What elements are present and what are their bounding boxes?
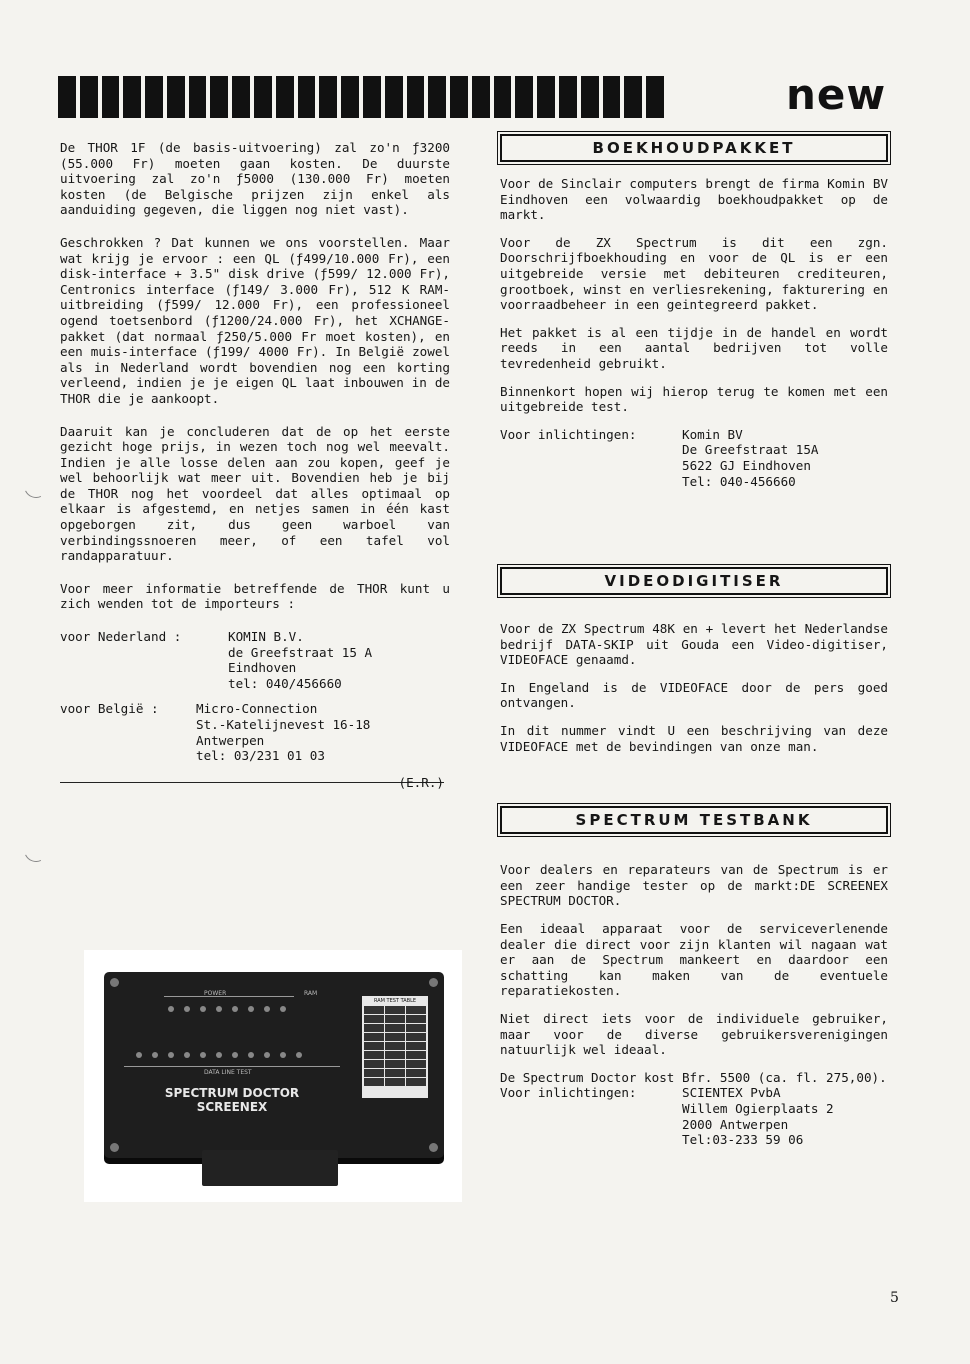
punch-hole-mark [21, 471, 52, 502]
contact-address: SCIENTEX PvbA Willem Ogierplaats 2 2000 Antwerpen Tel:03-233 59 06 [682, 1085, 834, 1148]
device-connector [202, 1150, 338, 1186]
left-column [60, 140, 450, 790]
contact-block [500, 1085, 888, 1147]
section-title: VIDEODIGITISER [500, 567, 888, 595]
article-paragraph: De Spectrum Doctor kost Bfr. 5500 (ca. fl. 275,00). [500, 1069, 887, 1085]
importer-belgium [60, 701, 450, 763]
importer-netherlands [60, 629, 450, 691]
section-logo: new [786, 70, 887, 119]
header-stripe-bar [58, 76, 664, 118]
contact-address: Komin BV De Greefstraat 15A 5622 GJ Eindhoven Tel: 040-456660 [682, 426, 819, 489]
article-paragraph: Voor dealers en reparateurs van de Spectrum is er een zeer handige tester op de markt:DE SCREENEX SPECTRUM DOCTOR. [500, 862, 888, 909]
section-title: BOEKHOUDPAKKET [500, 134, 888, 162]
ram-label: RAM [304, 990, 318, 997]
device-brand-line2: SCREENEX [196, 1100, 268, 1114]
contact-label: Voor inlichtingen: [500, 426, 637, 442]
page-number: 5 [890, 1290, 899, 1306]
section-spectrum-testbank [500, 806, 888, 1148]
contact-block [500, 427, 888, 489]
importer-label: voor België : [60, 701, 159, 717]
ram-table-title: RAM TEST TABLE [373, 998, 417, 1004]
section-videodigitiser [500, 567, 888, 754]
product-photo [84, 950, 462, 1202]
article-paragraph: In dit nummer vindt U een beschrijving van deze VIDEOFACE met de bevindingen van onze man. [500, 723, 888, 754]
author-initials: (E.R.) [398, 774, 444, 790]
article-paragraph: Een ideaal apparaat voor de serviceverlenende dealer die direct voor zijn klanten wil nagaan wat er aan de Spectrum mankeert en daardoor een schatting kan maken van de eventuele reparatiekosten. [500, 921, 888, 999]
article-paragraph: Voor meer informatie betreffende de THOR kunt u zich wenden tot de importeurs : [60, 580, 450, 612]
ram-test-table [362, 996, 428, 1098]
data-line-label: DATA LINE TEST [204, 1069, 252, 1076]
screw-icon [429, 978, 438, 987]
article-paragraph: Daaruit kan je concluderen dat de op het eerste gezicht hoge prijs, in wezen toch nog wel meevalt. Indien je alle losse delen aan zou kopen, geef je wel behoorlijk wat meer uit. Bovendien heb je bij de THOR nog het voordeel dat alles optimaal op elkaar is afgestemd, en netjes samen in één kast opgeborgen zit, dus geen warboel van verbindingssnoeren meer, of een tafel vol randapparatuur. [60, 423, 450, 564]
article-paragraph: In Engeland is de VIDEOFACE door de pers goed ontvangen. [500, 679, 888, 711]
article-paragraph: De THOR 1F (de basis-uitvoering) zal zo'n ƒ3200 (55.000 Fr) moeten gaan kosten. De duurste uitvoering zal zo'n ƒ5000 (130.000 Fr) moeten kosten (de Belgische prijzen zijn enkel als aanduiding gegeven, die liggen nog niet vast). [60, 140, 450, 218]
screw-icon [110, 1143, 119, 1152]
screw-icon [110, 978, 119, 987]
article-paragraph: Voor de ZX Spectrum 48K en + levert het Nederlandse bedrijf DATA-SKIP uit Gouda een Video-digitiser, VIDEOFACE genaamd. [500, 621, 888, 668]
power-leds [168, 1006, 286, 1012]
punch-hole-mark [21, 835, 52, 866]
article-paragraph: Voor de ZX Spectrum is dit een zgn. Doorschrijfboekhouding en voor de QL is er een uitgebreide versie met debiteuren crediteuren, grootboek, winst en verliesrekening, fakturering en voorraadbeheer in een geintegreerd pakket. [500, 234, 888, 313]
spectrum-doctor-device [104, 972, 444, 1158]
screw-icon [429, 1143, 438, 1152]
power-label: POWER [204, 990, 227, 997]
section-title: SPECTRUM TESTBANK [500, 806, 888, 834]
data-line-divider [124, 1066, 340, 1067]
importer-label: voor Nederland : [60, 629, 182, 645]
importer-address: KOMIN B.V. de Greefstraat 15 A Eindhoven tel: 040/456660 [228, 629, 373, 691]
power-divider [164, 996, 294, 997]
section-boekhoudpakket [500, 134, 888, 489]
contact-label: Voor inlichtingen: [500, 1085, 637, 1101]
article-paragraph: Niet direct iets voor de individuele gebruiker, maar voor de diverse gebruikersverenigingen natuurlijk wel ideaal. [500, 1011, 888, 1058]
right-column [500, 134, 888, 1158]
device-brand-line1: SPECTRUM DOCTOR [164, 1086, 300, 1100]
article-paragraph: Binnenkort hopen wij hierop terug te komen met een uitgebreide test. [500, 383, 888, 415]
article-paragraph: Het pakket is al een tijdje in de handel en wordt reeds in een aantal bedrijven tot volle tevredenheid gebruikt. [500, 324, 888, 371]
importer-address: Micro-Connection St.-Katelijnevest 16-18 Antwerpen tel: 03/231 01 03 [196, 701, 371, 764]
article-paragraph: Geschrokken ? Dat kunnen we ons voorstellen. Maar wat krijg je ervoor : een QL (ƒ499/10.000 Fr), een disk-interface + 3.5" disk drive (ƒ599/ 12.000 Fr), Centronics interface (ƒ149/ 3.000 Fr), 512 K RAM-uitbreiding (ƒ599/ 12.000 Fr), een professioneel ogend toetsenbord (ƒ1200/24.000 Fr), het XCHANGE-pakket (dat normaal ƒ250/5.000 Fr moet kosten), en een muis-interface (ƒ199/ 4000 Fr). In België zowel als in Nederland wordt bovendien nog een korting verleend, indien je je eigen QL laat inbouwen in de THOR die je aankoopt. [60, 234, 450, 406]
article-paragraph: Voor de Sinclair computers brengt de firma Komin BV Eindhoven een volwaardig boekhoudpakket op de markt. [500, 176, 888, 223]
data-line-leds [136, 1052, 302, 1058]
